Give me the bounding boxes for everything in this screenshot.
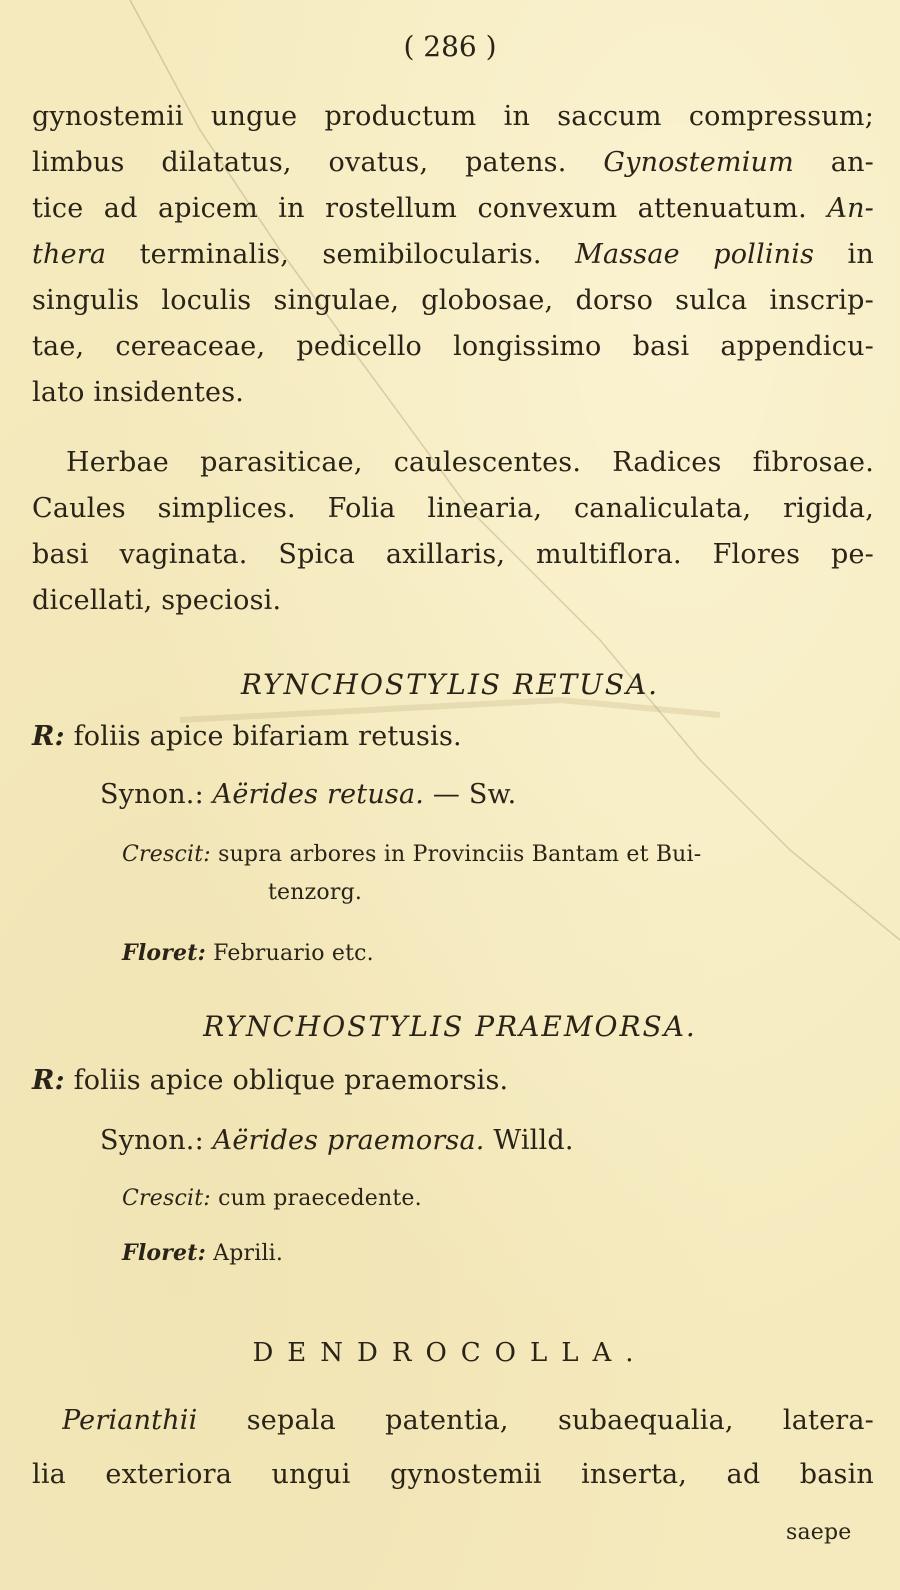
text-line: Perianthii sepala patentia, subaequalia, latera- xyxy=(62,1405,874,1436)
text-line: lato insidentes. xyxy=(32,377,245,408)
text-line: thera terminalis, semibilocularis. Massae pollinis in xyxy=(32,239,874,270)
synonym-line: Synon.: Aërides praemorsa. Willd. xyxy=(100,1125,574,1156)
text-line: Herbae parasiticae, caulescentes. Radices fibrosae. xyxy=(66,447,874,478)
floret-line: Floret: Aprili. xyxy=(122,1240,284,1266)
species-title: RYNCHOSTYLIS PRAEMORSA. xyxy=(203,1010,697,1043)
catchword: saepe xyxy=(786,1520,852,1545)
text-line: dicellati, speciosi. xyxy=(32,585,282,616)
crescit-line: Crescit: cum praecedente. xyxy=(122,1186,422,1211)
text-line: gynostemii ungue productum in saccum compressum; xyxy=(32,101,874,132)
text-line: basi vaginata. Spica axillaris, multiflora. Flores pe- xyxy=(32,539,874,570)
diagnosis-line: R: foliis apice oblique praemorsis. xyxy=(32,1065,509,1096)
text-line: tae, cereaceae, pedicello longissimo basi appendicu- xyxy=(32,331,874,362)
text-line: tice ad apicem in rostellum convexum attenuatum. An- xyxy=(32,193,874,224)
page-number: ( 286 ) xyxy=(403,30,497,63)
floret-line: Floret: Februario etc. xyxy=(122,940,374,966)
text-line: Caules simplices. Folia linearia, canaliculata, rigida, xyxy=(32,493,874,524)
genus-title: DENDROCOLLA. xyxy=(252,1338,648,1368)
text-line: singulis loculis singulae, globosae, dorso sulca inscrip- xyxy=(32,285,874,316)
diagnosis-line: R: foliis apice bifariam retusis. xyxy=(32,721,462,752)
text-line: limbus dilatatus, ovatus, patens. Gynostemium an- xyxy=(32,147,874,178)
synonym-line: Synon.: Aërides retusa. — Sw. xyxy=(100,779,517,810)
crescit-line-continued: tenzorg. xyxy=(268,880,363,905)
text-line: lia exteriora ungui gynostemii inserta, ad basin xyxy=(32,1459,874,1490)
species-title: RYNCHOSTYLIS RETUSA. xyxy=(240,668,660,701)
crescit-line: Crescit: supra arbores in Provinciis Bantam et Bui- xyxy=(122,842,702,867)
